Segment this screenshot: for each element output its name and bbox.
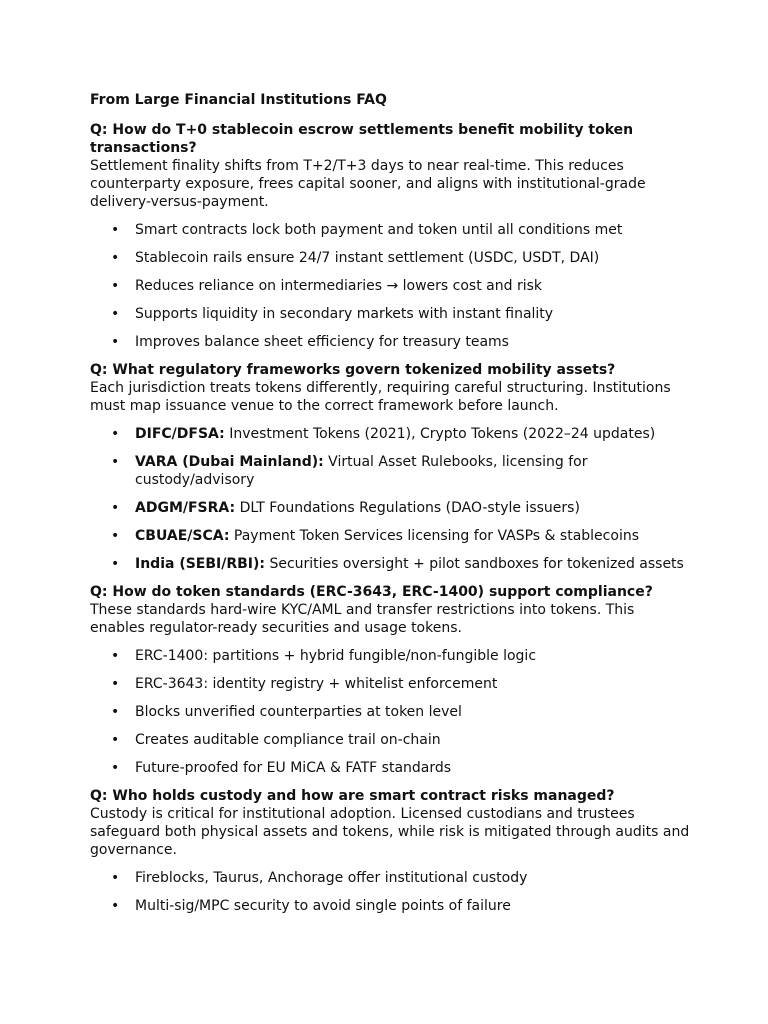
bullet-item: • Improves balance sheet efficiency for treasury teams: [90, 333, 690, 351]
bullet-text: Payment Token Services licensing for VASPs & stablecoins: [229, 528, 639, 544]
bullet-item: • ERC-3643: identity registry + whitelist enforcement: [90, 675, 690, 693]
bullet-item: • Blocks unverified counterparties at token level: [90, 703, 690, 721]
bullet-term: India (SEBI/RBI):: [135, 556, 266, 572]
document-page: [90, 91, 690, 925]
bullet-item: • Smart contracts lock both payment and token until all conditions met: [90, 221, 690, 239]
faq-answer: Settlement finality shifts from T+2/T+3 days to near real-time. This reduces counterparty exposure, frees capital sooner, and aligns with institutional-grade delivery-versus-payment.: [90, 158, 646, 210]
bullet-item: • Future-proofed for EU MiCA & FATF standards: [90, 759, 690, 777]
bullet-term: VARA (Dubai Mainland):: [135, 454, 324, 470]
faq-question: Q: How do T+0 stablecoin escrow settlements benefit mobility token transactions?: [90, 122, 634, 156]
faq-question: Q: What regulatory frameworks govern tokenized mobility assets?: [90, 362, 616, 378]
bullet-item: [90, 453, 690, 489]
bullet-term: CBUAE/SCA:: [135, 528, 230, 544]
bullet-item: [90, 527, 690, 545]
faq-question: Q: Who holds custody and how are smart contract risks managed?: [90, 788, 615, 804]
bullet-item: • Stablecoin rails ensure 24/7 instant settlement (USDC, USDT, DAI): [90, 249, 690, 267]
bullet-term: ADGM/FSRA:: [135, 500, 236, 516]
bullet-item: [90, 499, 690, 517]
bullet-text: DLT Foundations Regulations (DAO-style issuers): [235, 500, 580, 516]
bullet-text: Securities oversight + pilot sandboxes for tokenized assets: [265, 556, 684, 572]
faq-bullet-list: [90, 647, 690, 777]
faq-regulation: [90, 361, 690, 573]
bullet-term: DIFC/DFSA:: [135, 426, 225, 442]
faq-answer: These standards hard-wire KYC/AML and transfer restrictions into tokens. This enables regulator-ready securities and usage tokens.: [90, 602, 635, 636]
faq-token-standards: [90, 583, 690, 777]
bullet-item: [90, 555, 690, 573]
faq-bullet-list: [90, 221, 690, 351]
bullet-item: • Creates auditable compliance trail on-chain: [90, 731, 690, 749]
bullet-item: • Multi-sig/MPC security to avoid single points of failure: [90, 897, 690, 915]
bullet-item: • Reduces reliance on intermediaries → lowers cost and risk: [90, 277, 690, 295]
faq-bullet-list: [90, 869, 690, 915]
bullet-item: [90, 425, 690, 443]
document-title: From Large Financial Institutions FAQ: [90, 92, 387, 108]
faq-answer: Custody is critical for institutional adoption. Licensed custodians and trustees safeguard both physical assets and tokens, while risk is mitigated through audits and governance.: [90, 806, 690, 858]
faq-answer: Each jurisdiction treats tokens differently, requiring careful structuring. Institutions must map issuance venue to the correct framework before launch.: [90, 380, 671, 414]
bullet-text: Investment Tokens (2021), Crypto Tokens (2022–24 updates): [224, 426, 656, 442]
faq-question: Q: How do token standards (ERC-3643, ERC-1400) support compliance?: [90, 584, 653, 600]
bullet-item: • ERC-1400: partitions + hybrid fungible/non-fungible logic: [90, 647, 690, 665]
faq-bullet-list: [90, 425, 690, 573]
bullet-text: Virtual Asset Rulebooks, licensing for custody/advisory: [135, 454, 588, 488]
faq-custody: [90, 787, 690, 915]
bullet-item: • Fireblocks, Taurus, Anchorage offer institutional custody: [90, 869, 690, 887]
faq-settlement: [90, 121, 690, 351]
bullet-item: • Supports liquidity in secondary markets with instant finality: [90, 305, 690, 323]
